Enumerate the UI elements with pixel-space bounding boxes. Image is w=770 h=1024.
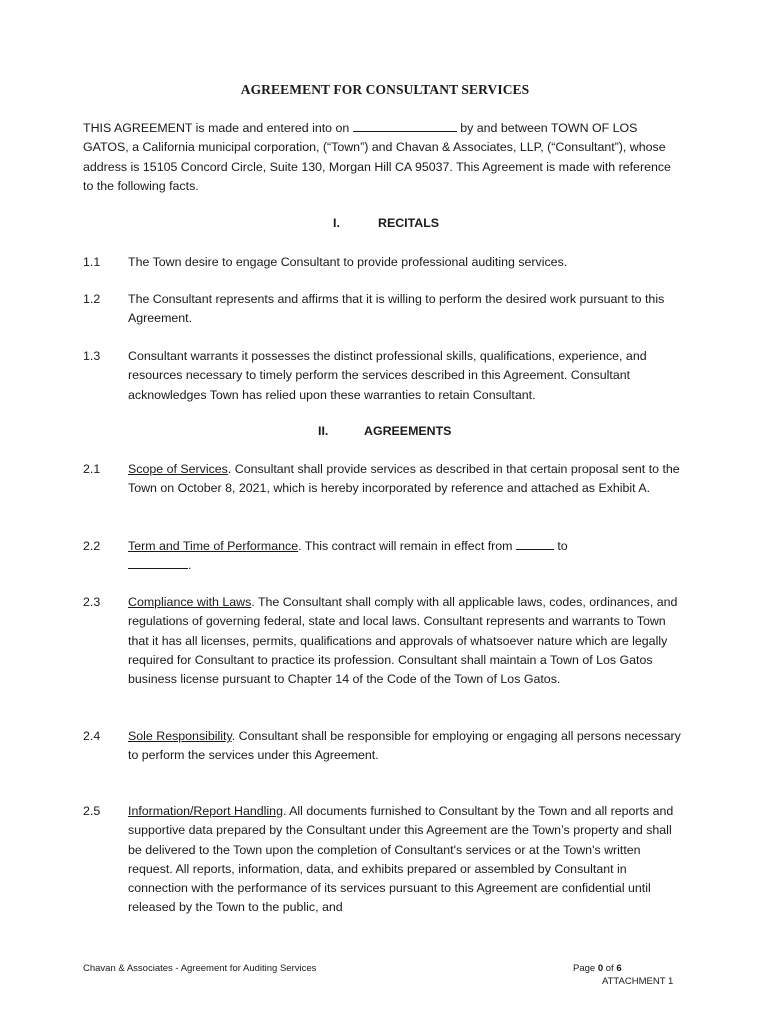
page-of: of	[603, 963, 617, 974]
clause-number: 2.5	[83, 804, 101, 818]
clause-body-mid: to	[553, 539, 568, 553]
recital-1-2	[83, 290, 683, 329]
intro-text-end: by and between TOWN OF LOS GATOS, a California municipal corporation, (“Town”) and Chavan & Associates, LLP, (“Consultant”), whose address is 15105 Concord Circle, Suite 130, Morgan Hill CA 95037. This Agreement is made with reference to the following facts.	[83, 121, 671, 193]
current-page: 0	[597, 963, 604, 974]
clause-number: 2.3	[83, 595, 101, 609]
clause-body-end: .	[188, 558, 192, 573]
agreement-2-5	[83, 802, 683, 918]
agreement-2-1	[83, 460, 683, 499]
clause-text	[128, 593, 688, 689]
clause-heading: Scope of Services	[128, 462, 228, 476]
clause-body: . Consultant shall provide services as described in that certain proposal sent to the Town on October 8, 2021, which is hereby incorporated by reference and attached as Exhibit A.	[128, 462, 680, 496]
clause-number: 1.3	[83, 349, 101, 363]
clause-text: The Consultant represents and affirms that it is willing to perform the desired work pursuant to this Agreement.	[128, 292, 665, 326]
clause-body: . All documents furnished to Consultant by the Town and all reports and supportive data prepared by the Consultant under this Agreement are the Town’s property and shall be delivered to the Town upon the completion of Consultant's services or at the Town's written request. All reports, information, data, and exhibits prepared or assembled by Consultant in connection with the performance of its services pursuant to this Agreement are confidential until released by the Town to the public, and	[128, 804, 674, 915]
clause-number: 2.4	[83, 729, 101, 743]
clause-heading: Sole Responsibility	[128, 729, 232, 743]
clause-heading: Compliance with Laws	[128, 595, 252, 609]
clause-number: 2.1	[83, 462, 101, 476]
clause-number: 1.2	[83, 292, 101, 306]
end-date-blank	[128, 557, 188, 569]
intro-paragraph	[83, 119, 683, 196]
date-blank	[353, 120, 457, 132]
recital-1-1	[83, 253, 683, 272]
clause-text: Consultant warrants it possesses the distinct professional skills, qualifications, experience, and resources necessary to timely perform the services described in this Agreement. Consultant acknowledges Town has relied upon these warranties to retain Consultant.	[128, 349, 647, 402]
clause-text: The Town desire to engage Consultant to provide professional auditing services.	[128, 255, 568, 269]
section-label: AGREEMENTS	[364, 424, 452, 438]
page-prefix: Page	[573, 963, 598, 974]
footer-page-number	[573, 963, 622, 974]
start-date-blank	[516, 538, 554, 550]
total-pages: 6	[616, 963, 622, 974]
clause-body: . This contract will remain in effect from	[298, 539, 516, 553]
agreement-2-3	[83, 593, 683, 689]
document-title: AGREEMENT FOR CONSULTANT SERVICES	[240, 82, 530, 97]
section-number: II.	[318, 424, 329, 438]
clause-text	[128, 802, 688, 918]
section-number: I.	[333, 216, 340, 230]
clause-heading: Information/Report Handling	[128, 804, 283, 818]
agreement-2-4	[83, 727, 683, 766]
clause-body: . The Consultant shall comply with all applicable laws, codes, ordinances, and regulations of governing federal, state and local laws. Consultant represents and warrants to Town that it has all licenses, permits, qualifications and approvals of whatsoever nature which are legally required for Consultant to practice its profession. Consultant shall maintain a Town of Los Gatos business license pursuant to Chapter 14 of the Code of the Town of Los Gatos.	[128, 595, 678, 687]
clause-text	[128, 460, 688, 499]
clause-body: . Consultant shall be responsible for employing or engaging all persons necessary to perform the services under this Agreement.	[128, 729, 681, 763]
clause-text	[128, 537, 688, 576]
clause-heading: Term and Time of Performance	[128, 539, 299, 553]
recital-1-3	[83, 347, 683, 405]
intro-text-start: THIS AGREEMENT is made and entered into on	[83, 121, 353, 135]
clause-number: 1.1	[83, 255, 101, 269]
footer-document-name: Chavan & Associates - Agreement for Auditing Services	[83, 963, 317, 974]
agreement-2-2	[83, 537, 683, 576]
section-label: RECITALS	[378, 216, 440, 230]
clause-text	[128, 727, 688, 766]
attachment-label: ATTACHMENT 1	[602, 976, 674, 987]
clause-number: 2.2	[83, 539, 101, 553]
